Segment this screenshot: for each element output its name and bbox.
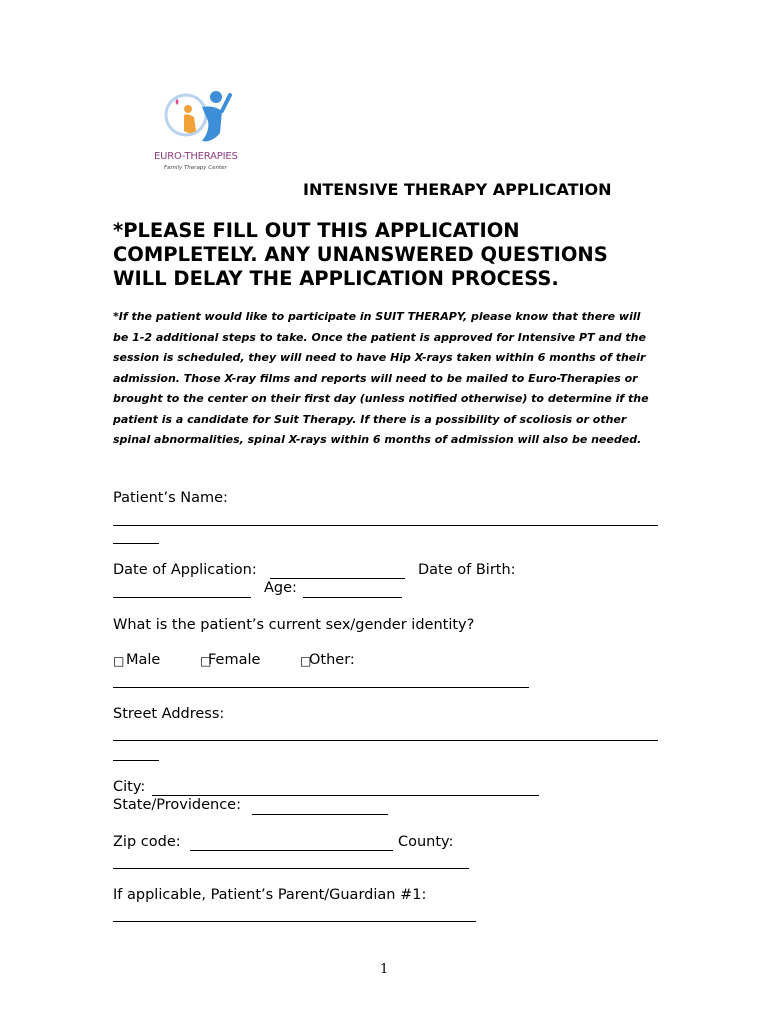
street-address-line-cont[interactable]	[113, 760, 159, 761]
instructions-headline	[113, 219, 608, 291]
female-checkbox[interactable]: □	[200, 654, 212, 668]
city-line[interactable]	[152, 795, 539, 796]
guardian-line[interactable]	[113, 921, 476, 922]
patient-name-line[interactable]	[113, 525, 658, 526]
page-title: INTENSIVE THERAPY APPLICATION	[303, 180, 612, 199]
headline-line-2: COMPLETELY. ANY UNANSWERED QUESTIONS	[113, 243, 608, 266]
age-label: Age:	[264, 580, 297, 596]
patient-name-label: Patient’s Name:	[113, 490, 228, 506]
street-address-line[interactable]	[113, 740, 658, 741]
state-label: State/Providence:	[113, 797, 241, 813]
date-of-birth-line[interactable]	[113, 597, 251, 598]
male-checkbox[interactable]: □	[113, 654, 125, 668]
male-option-label: Male	[126, 652, 161, 668]
other-option-label: Other:	[309, 652, 355, 668]
zip-code-line[interactable]	[190, 850, 393, 851]
date-of-application-line[interactable]	[270, 578, 405, 579]
date-of-application-label: Date of Application:	[113, 562, 257, 578]
street-address-label: Street Address:	[113, 706, 225, 722]
county-line[interactable]	[113, 868, 469, 869]
family-figures-icon	[150, 85, 250, 151]
guardian-label: If applicable, Patient’s Parent/Guardian #1:	[113, 887, 427, 903]
page-number: 1	[380, 962, 389, 977]
headline-line-1: *PLEASE FILL OUT THIS APPLICATION	[113, 219, 520, 242]
age-line[interactable]	[303, 597, 402, 598]
date-of-birth-label: Date of Birth:	[418, 562, 516, 578]
other-checkbox[interactable]: □	[300, 654, 312, 668]
state-line[interactable]	[252, 814, 388, 815]
patient-name-line-cont[interactable]	[113, 543, 159, 544]
logo-subtitle: Family Therapy Center	[164, 165, 227, 171]
city-label: City:	[113, 779, 146, 795]
zip-code-label: Zip code:	[113, 834, 181, 850]
euro-therapies-logo	[150, 85, 250, 177]
gender-question: What is the patient’s current sex/gender identity?	[113, 617, 475, 633]
county-label: County:	[398, 834, 454, 850]
other-gender-line[interactable]	[113, 687, 529, 688]
female-option-label: Female	[208, 652, 261, 668]
headline-line-3: WILL DELAY THE APPLICATION PROCESS.	[113, 267, 559, 290]
logo-name: EURO-THERAPIES	[154, 151, 238, 162]
suit-therapy-note: *If the patient would like to participate in SUIT THERAPY, please know that there will be 1-2 additional steps to take. Once the patient is approved for Intensive PT and the session is scheduled, they will need to have Hip X-rays taken within 6 months of their admission. Those X-ray films and reports will need to be mailed to Euro-Therapies or brought to the center on their first day (unless notified otherwise) to determine if the patient is a candidate for Suit Therapy. If there is a possibility of scoliosis or other spinal abnormalities, spinal X-rays within 6 months of admission will also be needed.	[113, 310, 649, 446]
